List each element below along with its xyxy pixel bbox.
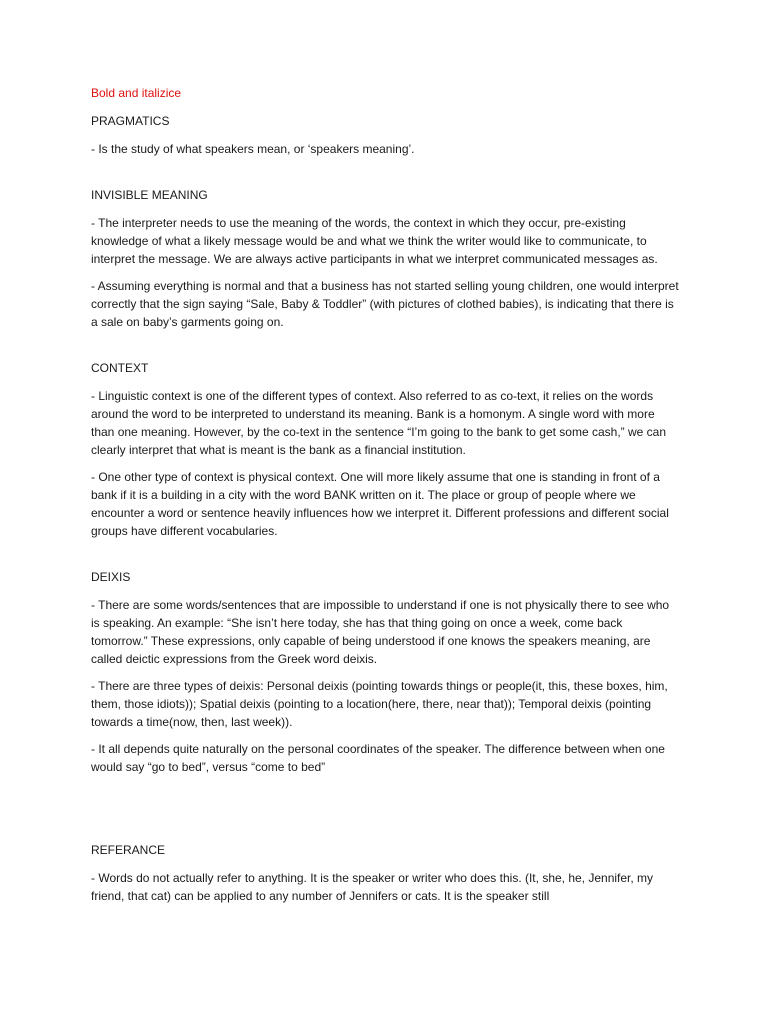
section-heading-invisible-meaning: INVISIBLE MEANING (91, 188, 208, 202)
section-heading-context: CONTEXT (91, 361, 149, 375)
section-heading-deixis: DEIXIS (91, 570, 131, 584)
paragraph: - Is the study of what speakers mean, or ‘speakers meaning’. (91, 142, 415, 156)
paragraph: - Words do not actually refer to anything. It is the speaker or writer who does this. (It, she, he, Jennifer, my friend, that cat) can be applied to any number of Jennifers or cats. It is the speaker still (91, 871, 654, 903)
paragraph: - Linguistic context is one of the different types of context. Also referred to as co-text, it relies on the words around the word to be interpreted to understand its meaning. Bank is a homonym. A single word with more than one meaning. However, by the co-text in the sentence “I’m going to the bank to get some cash,” we can clearly interpret that what is meant is the bank as a financial institution. (91, 389, 666, 457)
paragraph: - The interpreter needs to use the meaning of the words, the context in which they occur, pre-existing knowledge of what a likely message would be and what we think the writer would like to communicate, to interpret the message. We are always active participants in what we interpret communicated messages as. (91, 216, 658, 266)
paragraph: - Assuming everything is normal and that a business has not started selling young children, one would interpret correctly that the sign saying “Sale, Baby & Toddler” (with pictures of clothed babies), is indicating that there is a sale on baby’s garments going on. (91, 279, 679, 329)
spacer (91, 785, 681, 841)
section-heading-referance: REFERANCE (91, 843, 166, 857)
section-heading-pragmatics: PRAGMATICS (91, 114, 170, 128)
spacer (91, 167, 681, 186)
spacer (91, 340, 681, 359)
formatting-note: Bold and italizice (91, 86, 182, 100)
paragraph: - It all depends quite naturally on the personal coordinates of the speaker. The difference between when one would say “go to bed”, versus “come to bed” (91, 742, 665, 774)
spacer (91, 549, 681, 568)
paragraph: - One other type of context is physical context. One will more likely assume that one is standing in front of a bank if it is a building in a city with the word BANK written on it. The place or group of people where we encounter a word or sentence heavily influences how we interpret it. Different professions and different social groups have different vocabularies. (91, 470, 669, 538)
paragraph: - There are three types of deixis: Personal deixis (pointing towards things or people(it, this, these boxes, him, them, those idiots)); Spatial deixis (pointing to a location(here, there, near that)); Temporal deixis (pointing towards a time(now, then, last week)). (91, 679, 668, 729)
document-body (91, 84, 681, 914)
paragraph: - There are some words/sentences that are impossible to understand if one is not physically there to see who is speaking. An example: “She isn’t here today, she has that thing going on once a week, come back tomorrow.” These expressions, only capable of being understood if one knows the speakers meaning, are called deictic expressions from the Greek word deixis. (91, 598, 670, 666)
